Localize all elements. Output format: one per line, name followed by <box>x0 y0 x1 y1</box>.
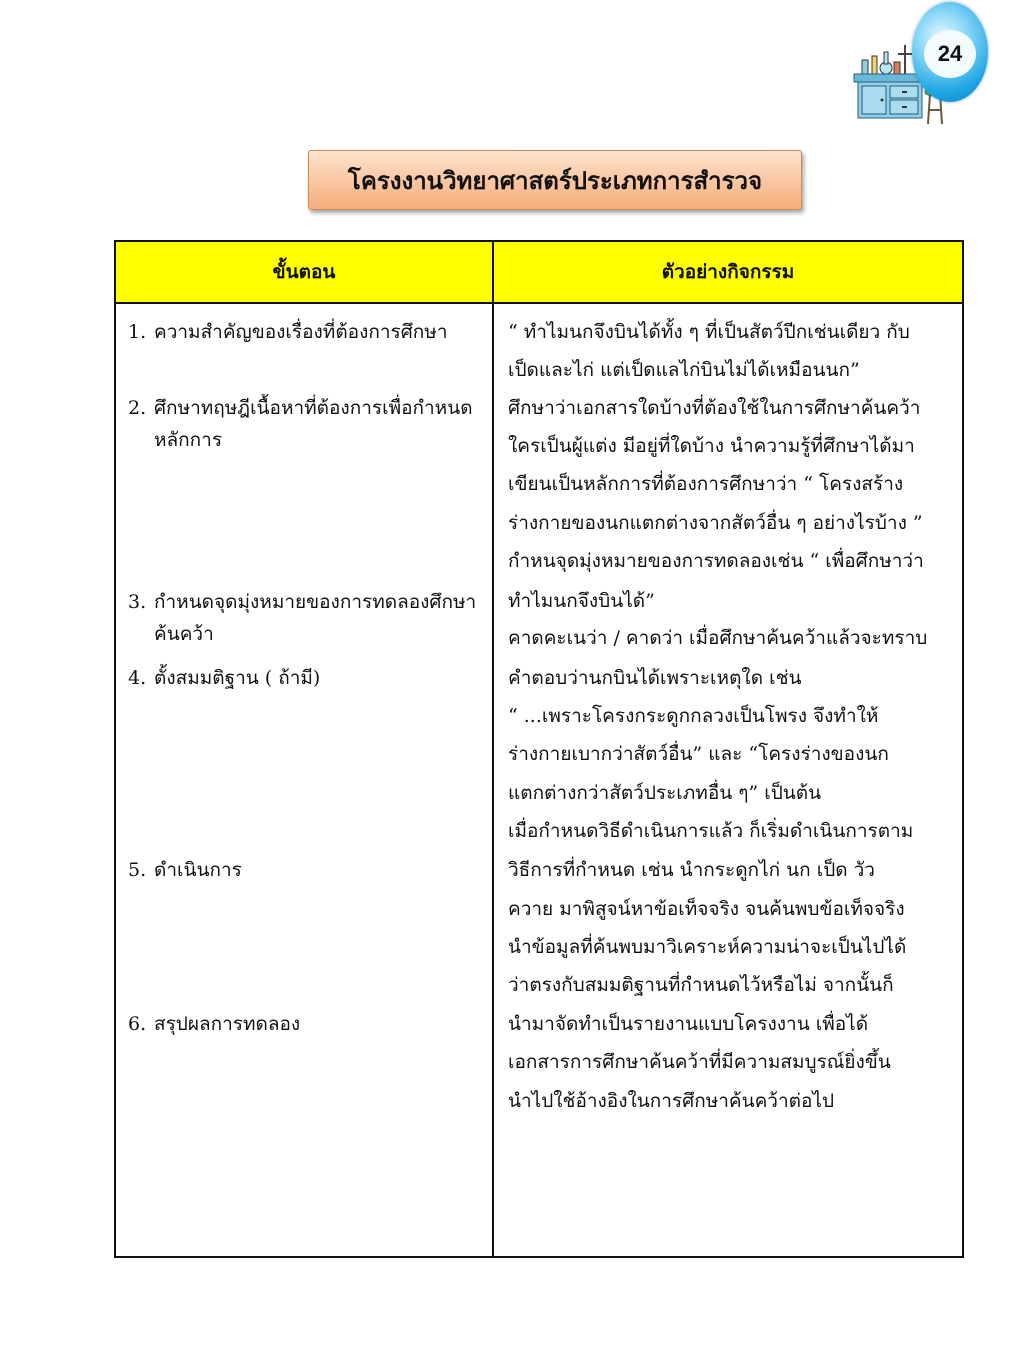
activity-line: วิธีการที่กำหนด เช่น นำกระดูกไก่ นก เป็ด วัว <box>508 859 875 881</box>
page-badge-circle <box>912 2 988 102</box>
step-item <box>128 662 478 694</box>
header-steps: ขั้นตอน <box>272 261 336 283</box>
step-text: สรุปผลการทดลอง <box>154 1013 301 1035</box>
step-number: 5. <box>128 859 147 881</box>
activity-line: แตกต่างกว่าสัตว์ประเภทอื่น ๆ” เป็นต้น <box>508 782 822 804</box>
activity-line: นำมาจัดทำเป็นรายงานแบบโครงงาน เพื่อได้ <box>508 1013 869 1035</box>
activity-line: ร่างกายของนกแตกต่างจากสัตว์อื่น ๆ อย่างไรบ้าง ” <box>508 512 923 534</box>
step-text: ดำเนินการ <box>154 859 242 881</box>
column-divider <box>492 242 494 1256</box>
step-text: ตั้งสมมติฐาน ( ถ้ามี) <box>154 667 321 689</box>
step-item <box>128 392 478 456</box>
step-number: 6. <box>128 1013 147 1035</box>
steps-column <box>116 304 492 1254</box>
activity-line: เขียนเป็นหลักการที่ต้องการศึกษาว่า “ โครงสร้าง <box>508 473 904 495</box>
step-text: ศึกษาทฤษฎีเนื้อหาที่ต้องการเพื่อกำหนดหลักการ <box>154 397 473 451</box>
activity-line: เอกสารการศึกษาค้นคว้าที่มีความสมบูรณ์ยิ่งขึ้น <box>508 1051 891 1073</box>
step-text: กำหนดจุดมุ่งหมายของการทดลองศึกษา ค้นคว้า <box>154 591 477 645</box>
table-header-row <box>116 242 962 304</box>
activity-line: คาดคะเนว่า / คาดว่า เมื่อศึกษาค้นคว้าแล้วจะทราบ <box>508 627 928 649</box>
activity-line: คำตอบว่านกบินได้เพราะเหตุใด เช่น <box>508 667 802 689</box>
header-activities: ตัวอย่างกิจกรรม <box>661 261 795 283</box>
activity-line: ว่าตรงกับสมมติฐานที่กำหนดไว้หรือไม่ จากนั้นก็ <box>508 974 894 996</box>
page-title: โครงงานวิทยาศาสตร์ประเภทการสำรวจ <box>308 150 802 210</box>
activity-line: ศึกษาว่าเอกสารใดบ้างที่ต้องใช้ในการศึกษาค้นคว้า <box>508 397 921 419</box>
page-number-badge-area <box>850 0 990 130</box>
step-item <box>128 316 478 348</box>
activity-line: ควาย มาพิสูจน์หาข้อเท็จจริง จนค้นพบข้อเท็จจริง <box>508 898 905 920</box>
step-item <box>128 854 478 886</box>
activity-column <box>508 304 954 1254</box>
activity-line: “ ...เพราะโครงกระดูกกลวงเป็นโพรง จึงทำให้ <box>508 705 879 727</box>
step-number: 3. <box>128 591 147 613</box>
step-item <box>128 586 478 650</box>
activity-line: เมื่อกำหนดวิธีดำเนินการแล้ว ก็เริ่มดำเนินการตาม <box>508 820 914 842</box>
step-item <box>128 1008 478 1040</box>
page-number: 24 <box>924 30 976 78</box>
activity-line: ร่างกายเบากว่าสัตว์อื่น” และ “โครงร่างของนก <box>508 743 889 765</box>
activity-line: เป็ดและไก่ แต่เป็ดแลไก่บินไม่ได้เหมือนนก” <box>508 359 860 381</box>
activity-line: ทำไมนกจึงบินได้” <box>508 590 655 612</box>
step-number: 2. <box>128 397 147 419</box>
activity-line: ใครเป็นผู้แต่ง มีอยู่ที่ใดบ้าง นำความรู้ที่ศึกษาได้มา <box>508 435 915 457</box>
step-number: 4. <box>128 667 147 689</box>
step-text: ความสำคัญของเรื่องที่ต้องการศึกษา <box>154 321 448 343</box>
activity-line: “ ทำไมนกจึงบินได้ทั้ง ๆ ที่เป็นสัตว์ปีกเช่นเดียว กับ <box>508 321 910 343</box>
step-number: 1. <box>128 321 147 343</box>
activity-line: นำข้อมูลที่ค้นพบมาวิเคราะห์ความน่าจะเป็นไปได้ <box>508 936 907 958</box>
steps-activity-table <box>114 240 964 1258</box>
activity-line: นำไปใช้อ้างอิงในการศึกษาค้นคว้าต่อไป <box>508 1090 835 1112</box>
activity-line: กำหนจุดมุ่งหมายของการทดลองเช่น “ เพื่อศึกษาว่า <box>508 550 924 572</box>
